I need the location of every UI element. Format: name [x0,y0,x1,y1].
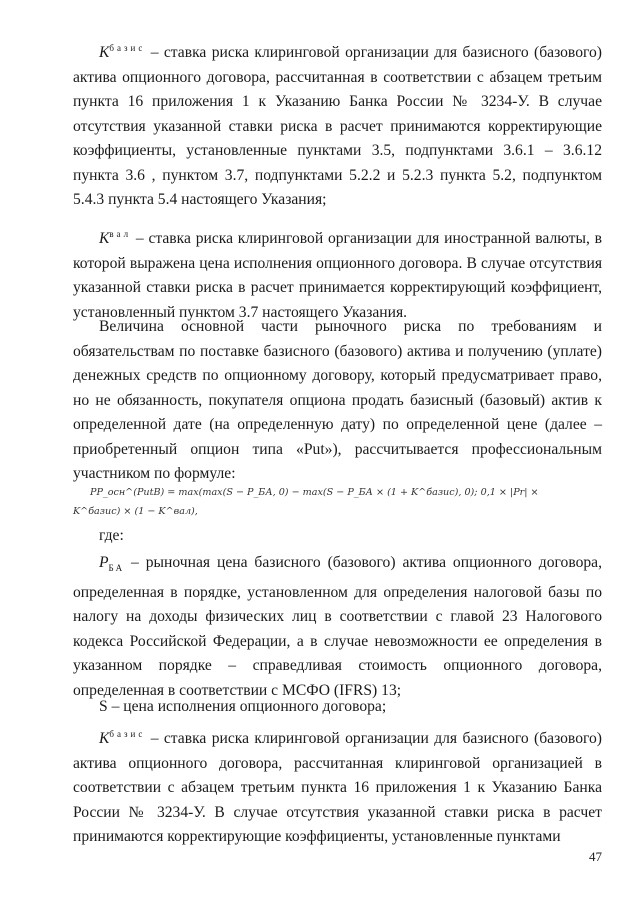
symbol-p: P [99,554,109,571]
symbol-k: K [99,730,110,748]
superscript-val: вал [109,229,132,239]
paragraph-text: – ставка риска клиринговой организации для базисного (базового) актива опционного договора, рассчитанная в соответствии с абзацем третьим пункта 16 приложения 1 к Указанию Банка России № 3234-У. В случае отсутствия указанной ставки риска в расчет принимаются корректирующие коэффициенты, установленные пунктами 3.5, подпунктами 3.6.1 – 3.6.12 пункта 3.6 , пунктом 3.7, подпунктами 5.2.2 и 5.2.3 пункта 5.2, подпунктом 5.4.3 пункта 5.4 настоящего Указания; [73,44,602,209]
paragraph-put-option [73,315,602,487]
paragraph-k-currency [73,222,602,325]
where-label: где: [99,527,124,544]
paragraph-p-ba [73,551,602,703]
symbol-k: K [99,230,110,248]
paragraph-text: – рыночная цена базисного (базового) актива опционного договора, определенная в порядке, установленном для определения налоговой базы по налогу на доходы физических лиц в соответствии с главой 23 Налогового кодекса Российской Федерации, а в случае невозможности ее определения в указанном порядке – справедливая стоимость опционного договора, определенная в соответствии с МСФО (IFRS) 13; [73,554,602,699]
subscript-ba: БА [108,563,125,574]
paragraph-text: Величина основной части рыночного риска по требованиям и обязательствам по поставке базисного (базового) актива и получению (уплате) денежных средств по опционному договору, который предусматривает право, но не обязанность, покупателя опциона продать базисный (базовый) актив к определенной дате (на определенную дату) по определенной цене (далее – приобретенный опцион типа «Put»), рассчитывается профессиональным участником по формуле: [73,318,602,482]
paragraph-k-basis-2 [73,722,602,850]
page-number: 47 [589,849,602,864]
formula-line-1: PP_осн^(PutB) = max(max(S − P_БА, 0) − max(S − P_БА × (1 + K^базис), 0); 0,1 × |Pr| × [90,487,539,498]
paragraph-k-basis-1 [73,36,602,213]
superscript-basis: базис [109,43,146,53]
formula-line-2: K^базис) × (1 − K^вал), [73,506,198,517]
symbol-k: K [99,44,110,62]
superscript-basis: базис [109,729,146,739]
paragraph-text: – ставка риска клиринговой организации для базисного (базового) актива опционного договора, рассчитанная клиринговой организацией в соответствии с абзацем третьим пункта 16 приложения 1 к Указанию Банка России № 3234-У. В случае отсутствия указанной ставки риска в расчет принимаются корректирующие коэффициенты, установленные пунктами [73,730,602,846]
paragraph-s-price: S – цена исполнения опционного договора; [99,698,387,715]
paragraph-text: – ставка риска клиринговой организации для иностранной валюты, в которой выражена цена исполнения опционного договора. В случае отсутствия указанной ставки риска в расчет принимается корректирующий коэффициент, установленный пунктом 3.7 настоящего Указания. [73,230,602,321]
